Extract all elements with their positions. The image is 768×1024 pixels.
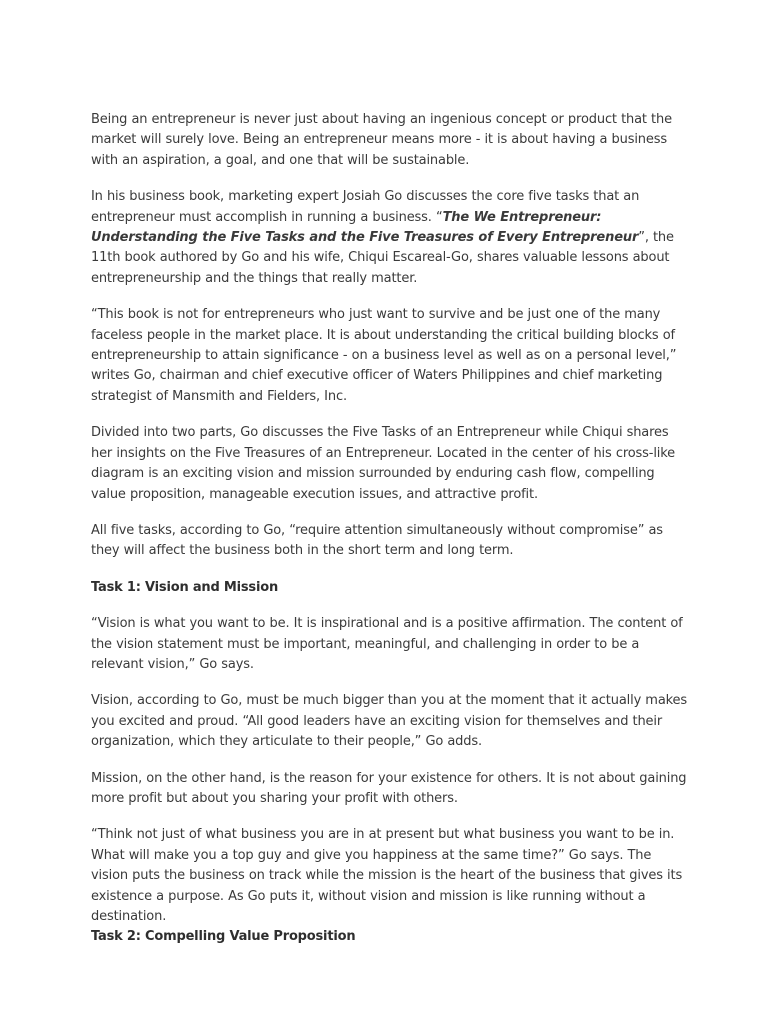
- paragraph-intro: Being an entrepreneur is never just about having an ingenious concept or product that the market will surely love. Being an entrepreneur means more - it is about having a business with an aspiration, a goal, and one that will be sustainable.: [91, 112, 672, 168]
- book-intro-text: In his business book, marketing expert Josiah Go discusses the core five tasks that an entrepreneur must accomplish in running a business. “: [91, 189, 640, 225]
- paragraph-mission: Mission, on the other hand, is the reason for your existence for others. It is not about gaining more profit but about you sharing your profit with others.: [91, 770, 687, 806]
- heading-task-1: Task 1: Vision and Mission: [91, 579, 279, 595]
- book-title: The We Entrepreneur: Understanding the Five Tasks and the Five Treasures of Every Entrepreneur: [91, 209, 639, 246]
- paragraph-two-parts: Divided into two parts, Go discusses the Five Tasks of an Entrepreneur while Chiqui shares her insights on the Five Treasures of an Entrepreneur. Located in the center of his cross-like diagram is an exciting vision and mission surrounded by enduring cash flow, compelling value proposition, manageable execution issues, and attractive profit.: [91, 425, 676, 502]
- paragraph-vision-quote: “Vision is what you want to be. It is inspirational and is a positive affirmation. The content of the vision statement must be important, meaningful, and challenging in order to be a relevant vision,” Go says.: [91, 616, 683, 672]
- paragraph-vision-bigger: Vision, according to Go, must be much bigger than you at the moment that it actually makes you excited and proud. “All good leaders have an exciting vision for themselves and their organization, which they articulate to their people,” Go adds.: [91, 693, 688, 750]
- book-intro-text-after: ”, the 11th book authored by Go and his wife, Chiqui Escareal-Go, shares valuable lessons about entrepreneurship and the things that really matter.: [91, 230, 674, 286]
- paragraph-think-not: “Think not just of what business you are in at present but what business you want to be in. What will make you a top guy and give you happiness at the same time?” Go says. The vision puts the business on track while the mission is the heart of the business that gives its existence a purpose. As Go puts it, without vision and mission is like running without a destination.: [91, 827, 683, 924]
- heading-task-2: Task 2: Compelling Value Proposition: [91, 929, 356, 945]
- paragraph-quote-survive: “This book is not for entrepreneurs who just want to survive and be just one of the many faceless people in the market place. It is about understanding the critical building blocks of entrepreneurship to attain significance - on a business level as well as on a personal level,” writes Go, chairman and chief executive officer of Waters Philippines and chief marketing strategist of Mansmith and Fielders, Inc.: [91, 307, 677, 404]
- paragraph-five-tasks: All five tasks, according to Go, “require attention simultaneously without compromise” as they will affect the business both in the short term and long term.: [91, 522, 663, 559]
- article-body: [91, 110, 691, 948]
- paragraph-book-intro: [91, 187, 691, 289]
